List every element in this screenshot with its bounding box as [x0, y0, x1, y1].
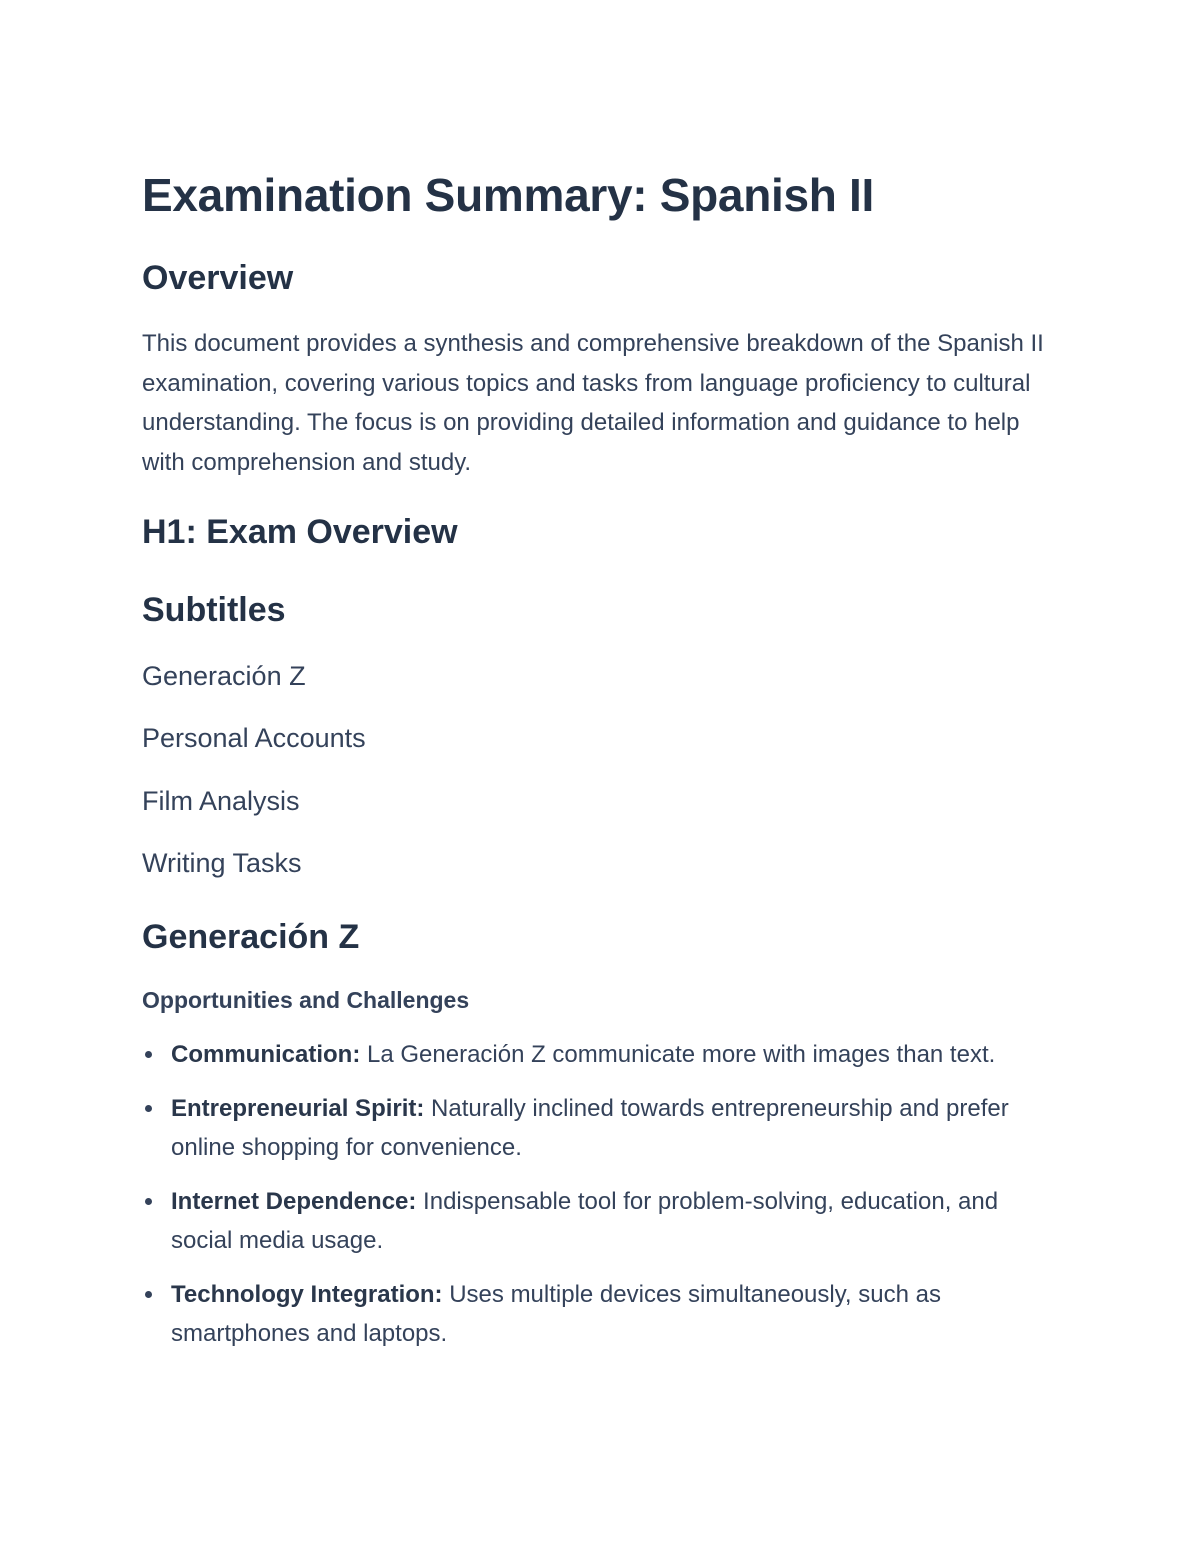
- bullet-term: Entrepreneurial Spirit:: [171, 1094, 425, 1122]
- bullet-text: La Generación Z communicate more with images than text.: [360, 1041, 996, 1068]
- opportunities-challenges-heading: Opportunities and Challenges: [142, 987, 470, 1013]
- bullet-term: Communication:: [171, 1041, 361, 1068]
- bullet-icon: [145, 1291, 152, 1298]
- bullet-icon: [145, 1051, 152, 1058]
- exam-overview-heading: H1: Exam Overview: [142, 513, 458, 551]
- subtitle-item: Generación Z: [142, 661, 306, 691]
- bullet-icon: [145, 1105, 152, 1112]
- list-item: [142, 1275, 1058, 1354]
- subtitle-item: Film Analysis: [142, 786, 300, 816]
- subtitle-item: Writing Tasks: [142, 848, 302, 878]
- bullet-term: Internet Dependence:: [171, 1187, 417, 1215]
- overview-paragraph: This document provides a synthesis and comprehensive breakdown of the Spanish II examination, covering various topics and tasks from language proficiency to cultural understanding. The focus is on providing detailed information and guidance to help with comprehension and study.: [142, 330, 1044, 476]
- generacion-z-bullet-list: [142, 1035, 1058, 1354]
- bullet-text: Naturally inclined towards entrepreneurship and prefer online shopping for convenience.: [171, 1094, 1009, 1161]
- bullet-term: Technology Integration:: [171, 1280, 443, 1308]
- list-item: [142, 1035, 1058, 1075]
- list-item: [142, 1182, 1058, 1261]
- list-item: [142, 1089, 1058, 1168]
- subtitles-list: [142, 658, 1058, 881]
- subtitles-heading: Subtitles: [142, 591, 286, 629]
- generacion-z-heading: Generación Z: [142, 918, 360, 956]
- subtitle-item: Personal Accounts: [142, 723, 366, 753]
- bullet-text: Indispensable tool for problem-solving, education, and social media usage.: [171, 1187, 999, 1254]
- document-title: Examination Summary: Spanish II: [142, 169, 875, 221]
- bullet-icon: [145, 1198, 152, 1205]
- bullet-text: Uses multiple devices simultaneously, such as smartphones and laptops.: [171, 1280, 941, 1347]
- overview-heading: Overview: [142, 259, 294, 297]
